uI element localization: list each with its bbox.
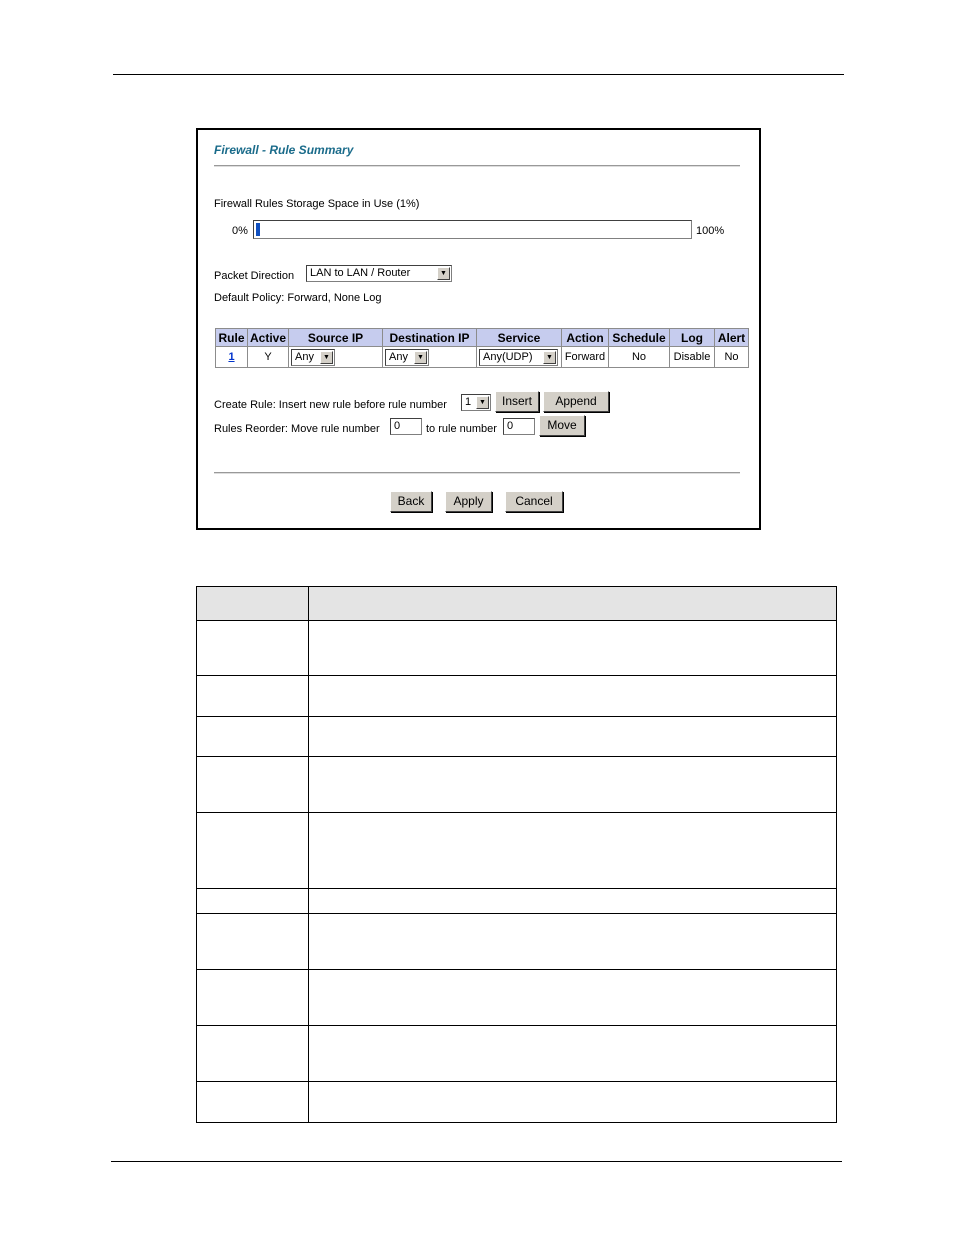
- source-ip-value: Any: [295, 350, 314, 363]
- rule-1-link[interactable]: 1: [228, 351, 235, 363]
- page-header-rule: [113, 74, 844, 75]
- move-from-input[interactable]: 0: [390, 418, 422, 435]
- label-column-header: [197, 587, 309, 621]
- destination-ip-cell: [383, 347, 477, 368]
- col-alert: Alert: [715, 329, 749, 347]
- panel-title: Firewall - Rule Summary: [214, 143, 354, 157]
- footer-divider: [214, 472, 740, 474]
- col-action: Action: [562, 329, 609, 347]
- action-cell: Forward: [562, 347, 609, 368]
- col-service: Service: [477, 329, 562, 347]
- table-row: [197, 914, 837, 970]
- table-header-row: [216, 329, 749, 347]
- packet-direction-select[interactable]: [306, 265, 452, 282]
- table-row: [197, 970, 837, 1026]
- table-row: [197, 1082, 837, 1123]
- apply-button[interactable]: Apply: [445, 491, 492, 512]
- default-policy-text: Default Policy: Forward, None Log: [214, 292, 382, 304]
- col-rule: Rule: [216, 329, 248, 347]
- chevron-down-icon: ▼: [414, 351, 427, 364]
- insert-position-select[interactable]: [461, 394, 491, 411]
- source-ip-cell: [289, 347, 383, 368]
- description-column-header: [309, 587, 837, 621]
- progress-max-label: 100%: [696, 225, 725, 237]
- col-active: Active: [248, 329, 289, 347]
- table-row: [197, 813, 837, 889]
- chevron-down-icon: ▼: [320, 351, 333, 364]
- chevron-down-icon: ▼: [543, 351, 556, 364]
- col-log: Log: [670, 329, 715, 347]
- alert-cell: No: [715, 347, 749, 368]
- table-row: [197, 621, 837, 676]
- storage-label: Firewall Rules Storage Space in Use (1%): [214, 198, 420, 210]
- move-to-input[interactable]: 0: [503, 418, 535, 435]
- packet-direction-label: Packet Direction: [214, 270, 295, 282]
- service-cell: [477, 347, 562, 368]
- description-header-row: [197, 587, 837, 621]
- destination-ip-value: Any: [389, 350, 408, 363]
- to-rule-number-label: to rule number: [426, 423, 497, 435]
- schedule-cell: No: [609, 347, 670, 368]
- storage-progress-fill: [256, 223, 260, 236]
- back-button[interactable]: Back: [390, 491, 432, 512]
- chevron-down-icon: ▼: [476, 396, 489, 409]
- table-row: [216, 347, 749, 368]
- chevron-down-icon: ▼: [437, 267, 450, 280]
- storage-progress-bar: [253, 220, 692, 239]
- firewall-rule-summary-panel: [196, 128, 761, 530]
- service-select[interactable]: [479, 349, 558, 366]
- table-row: [197, 889, 837, 914]
- title-divider: [214, 165, 740, 167]
- insert-position-value: 1: [465, 396, 472, 408]
- append-button[interactable]: Append: [543, 391, 609, 412]
- progress-min-label: 0%: [232, 225, 248, 237]
- rule-number-cell: [216, 347, 248, 368]
- create-rule-label: Create Rule: Insert new rule before rule number: [214, 399, 447, 411]
- move-button[interactable]: Move: [539, 415, 585, 436]
- source-ip-select[interactable]: [291, 349, 335, 366]
- service-value: Any(UDP): [483, 350, 533, 363]
- packet-direction-value: LAN to LAN / Router: [310, 267, 411, 279]
- col-source-ip: Source IP: [289, 329, 383, 347]
- table-row: [197, 717, 837, 757]
- col-schedule: Schedule: [609, 329, 670, 347]
- insert-button[interactable]: Insert: [495, 391, 539, 412]
- field-description-table: [196, 586, 837, 1123]
- col-destination-ip: Destination IP: [383, 329, 477, 347]
- rules-reorder-label: Rules Reorder: Move rule number: [214, 423, 380, 435]
- cancel-button[interactable]: Cancel: [505, 491, 563, 512]
- table-row: [197, 1026, 837, 1082]
- table-row: [197, 757, 837, 813]
- firewall-rules-table: [215, 328, 749, 368]
- table-row: [197, 676, 837, 717]
- active-cell: Y: [248, 347, 289, 368]
- destination-ip-select[interactable]: [385, 349, 429, 366]
- log-cell: Disable: [670, 347, 715, 368]
- page-footer-rule: [111, 1161, 842, 1162]
